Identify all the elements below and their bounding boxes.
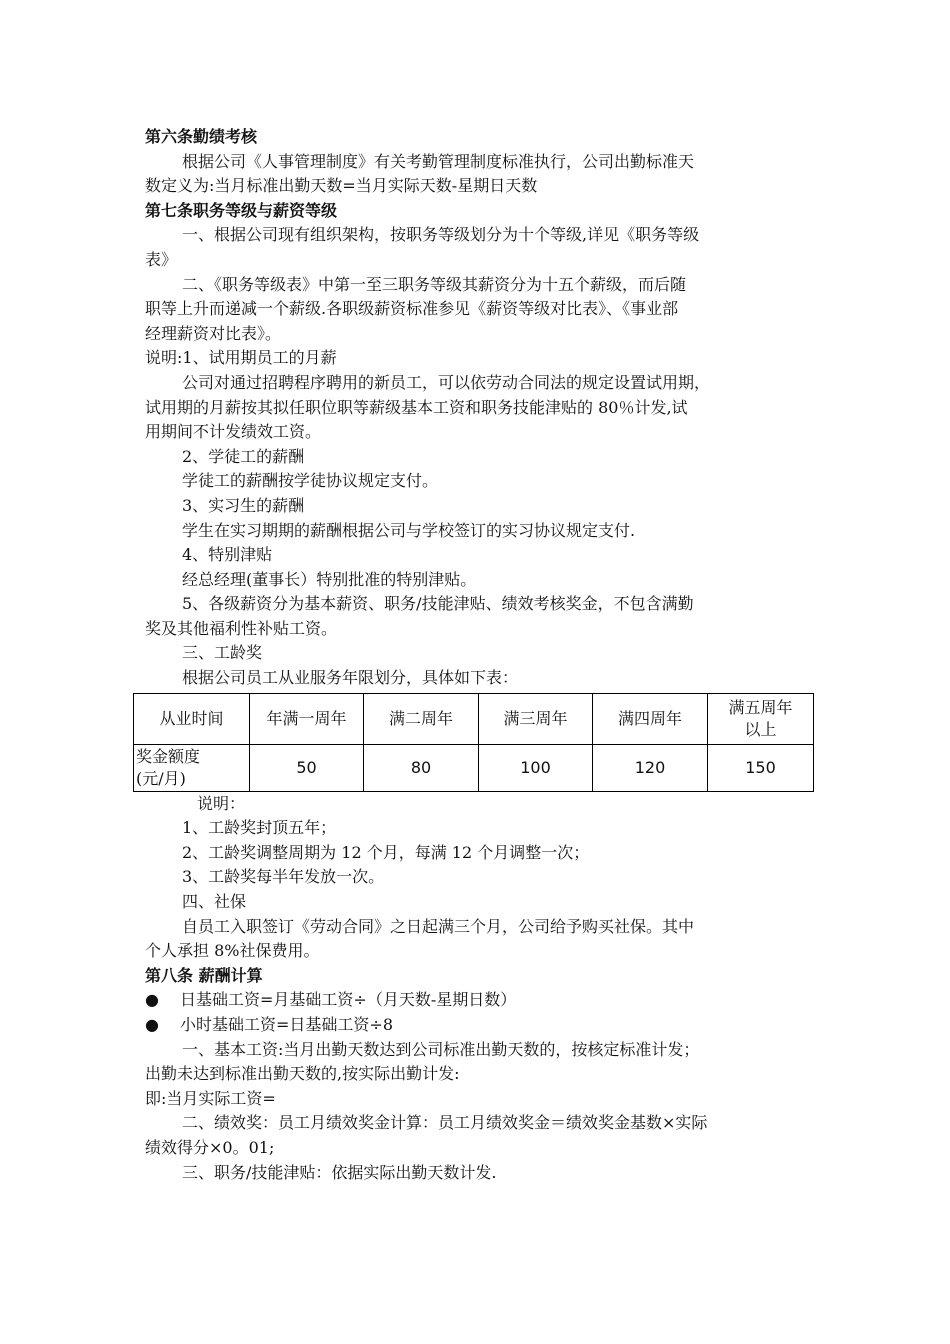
paragraph: 根据公司员工从业服务年限划分，具体如下表： bbox=[182, 668, 519, 688]
note-item-title: 2、学徒工的薪酬 bbox=[182, 446, 305, 466]
bullet-icon: ● bbox=[145, 1015, 159, 1034]
paragraph: 表》 bbox=[145, 249, 178, 269]
list-item: 3、工龄奖每半年发放一次。 bbox=[182, 867, 385, 887]
section-7-heading: 第七条职务等级与薪资等级 bbox=[145, 200, 338, 220]
paragraph: 根据公司《人事管理制度》有关考勤管理制度标准执行，公司出勤标准天 bbox=[182, 151, 695, 171]
bullet-item bbox=[145, 988, 815, 1013]
paragraph: 二、《职务等级表》中第一至三职务等级其薪资分为十五个薪级，而后随 bbox=[182, 274, 687, 294]
paragraph: 用期间不计发绩效工资。 bbox=[145, 422, 322, 442]
document-page bbox=[136, 125, 815, 1185]
table-cell: 100 bbox=[479, 744, 593, 791]
table-row-label bbox=[134, 744, 250, 791]
bullet-icon: ● bbox=[145, 990, 159, 1010]
list-item: 2、工龄奖调整周期为 12 个月，每满 12 个月调整一次； bbox=[182, 842, 590, 862]
table-cell: 50 bbox=[250, 744, 364, 791]
table-header-cell: 满三周年 bbox=[479, 693, 593, 744]
paragraph: 奖及其他福利性补贴工资。 bbox=[145, 618, 338, 638]
paragraph: 三、职务/技能津贴：依据实际出勤天数计发. bbox=[182, 1162, 497, 1182]
paragraph: 学生在实习期期的薪酬根据公司与学校签订的实习协议规定支付. bbox=[182, 520, 636, 540]
paragraph: 试用期的月薪按其拟任职位职等薪级基本工资和职务技能津贴的 80％计发,试 bbox=[145, 397, 688, 417]
note-heading: 说明:1、试用期员工的月薪 bbox=[145, 348, 337, 368]
note-item-title: 4、特别津贴 bbox=[182, 545, 273, 565]
table-cell: 120 bbox=[593, 744, 708, 791]
table-header-cell: 满四周年 bbox=[593, 693, 708, 744]
table-header-cell: 满二周年 bbox=[364, 693, 479, 744]
table-row bbox=[134, 693, 814, 744]
table-row bbox=[134, 744, 814, 791]
cell-line: 以上 bbox=[744, 719, 777, 739]
paragraph: 一、基本工资:当月出勤天数达到公司标准出勤天数的，按核定标准计发； bbox=[182, 1039, 700, 1059]
cell-line: 奖金额度 bbox=[136, 746, 201, 766]
table-header-cell: 年满一周年 bbox=[250, 693, 364, 744]
paragraph: 5、各级薪资分为基本薪资、职务/技能津贴、绩效考核奖金，不包含满勤 bbox=[182, 594, 694, 614]
subsection-title: 三、工龄奖 bbox=[182, 643, 263, 663]
paragraph: 公司对通过招聘程序聘用的新员工，可以依劳动合同法的规定设置试用期， bbox=[182, 372, 711, 392]
table-header-cell: 从业时间 bbox=[134, 693, 250, 744]
bullet-text: 日基础工资=月基础工资÷（月天数-星期日数） bbox=[180, 990, 517, 1010]
paragraph: 二、绩效奖：员工月绩效奖金计算：员工月绩效奖金＝绩效奖金基数×实际 bbox=[182, 1113, 708, 1133]
section-6-heading: 第六条勤绩考核 bbox=[145, 127, 258, 146]
paragraph: 学徒工的薪酬按学徒协议规定支付。 bbox=[182, 471, 439, 491]
paragraph: 出勤未达到标准出勤天数的,按实际出勤计发: bbox=[145, 1064, 460, 1084]
seniority-bonus-table bbox=[133, 693, 814, 792]
paragraph: 个人承担 8%社保费用。 bbox=[145, 941, 320, 961]
paragraph: 即:当月实际工资= bbox=[145, 1088, 276, 1108]
table-cell: 150 bbox=[708, 744, 814, 791]
paragraph: 职等上升而递减一个薪级.各职级薪资标准参见《薪资等级对比表》、《事业部 bbox=[145, 299, 679, 319]
table-cell: 80 bbox=[364, 744, 479, 791]
note-item-title: 3、实习生的薪酬 bbox=[182, 495, 305, 515]
subsection-title: 四、社保 bbox=[182, 892, 247, 912]
table-header-cell bbox=[708, 693, 814, 744]
paragraph: 数定义为:当月标准出勤天数=当月实际天数-星期日天数 bbox=[145, 176, 538, 196]
paragraph: 一、根据公司现有组织架构，按职务等级划分为十个等级,详见《职务等级 bbox=[182, 225, 700, 245]
paragraph: 经总经理(董事长）特别批准的特别津贴。 bbox=[182, 569, 477, 589]
section-8-heading: 第八条 薪酬计算 bbox=[145, 965, 263, 985]
bullet-text: 小时基础工资=日基础工资÷8 bbox=[180, 1015, 393, 1034]
paragraph: 绩效得分×0。01; bbox=[145, 1137, 275, 1157]
bullet-item bbox=[145, 1013, 815, 1038]
paragraph: 自员工入职签订《劳动合同》之日起满三个月，公司给予购买社保。其中 bbox=[182, 916, 695, 936]
paragraph: 经理薪资对比表》。 bbox=[145, 323, 282, 343]
note-heading: 说明： bbox=[197, 793, 246, 813]
cell-line: (元/月) bbox=[136, 768, 186, 788]
list-item: 1、工龄奖封顶五年； bbox=[182, 818, 337, 838]
cell-line: 满五周年 bbox=[728, 697, 793, 717]
